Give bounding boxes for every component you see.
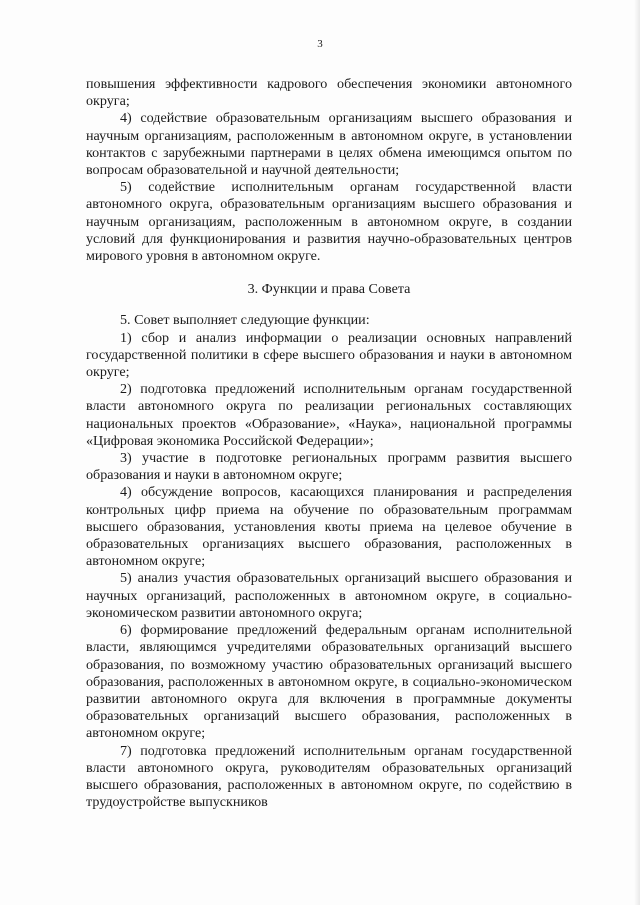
paragraph: повышения эффективности кадрового обеспечения экономики автономного округа; xyxy=(86,76,572,110)
paragraph: 7) подготовка предложений исполнительным органам государственной власти автономного округа, руководителям образовательных организаций высшего образования, расположенных в автономном округе, по содействию в трудоустройстве выпускников xyxy=(86,742,572,811)
paragraph: 2) подготовка предложений исполнительным органам государственной власти автономного округа по реализации региональных составляющих национальных проектов «Образование», «Наука», национальной программы «Цифровая экономика Российской Федерации»; xyxy=(86,381,572,449)
paragraph: 1) сбор и анализ информации о реализации основных направлений государственной политики в сфере высшего образования и науки в автономном округе; xyxy=(86,329,572,381)
paragraph: 5) содействие исполнительным органам государственной власти автономного округа, образовательным организациям высшего образования и научным организациям, расположенным в автономном округе, в создании условий для функционирования и развития научно-образовательных центров мирового уровня в автономном округе. xyxy=(86,179,572,265)
page-number: 3 xyxy=(317,38,323,50)
paragraph: 5) анализ участия образовательных организаций высшего образования и научных организаций, расположенных в автономном округе, в социально-экономическом развитии автономного округа; xyxy=(86,570,572,621)
section-title: 3. Функции и права Совета xyxy=(247,281,411,298)
page-edge xyxy=(634,0,640,905)
document-body xyxy=(86,76,572,811)
paragraph: 3) участие в подготовке региональных программ развития высшего образования и науки в автономном округе; xyxy=(86,450,572,484)
paragraph: 4) содействие образовательным организациям высшего образования и научным организациям, расположенным в автономном округе, в установлении контактов с зарубежными партнерами в целях обмена имеющимся опытом по вопросам образовательной и научной деятельности; xyxy=(86,110,572,179)
paragraph: 5. Совет выполняет следующие функции: xyxy=(120,312,370,329)
paragraph: 6) формирование предложений федеральным органам исполнительной власти, являющимся учредителями образовательных организаций высшего образования, по возможному участию образовательных организаций высшего образования, расположенных в автономном округе, в социально-экономическом развитии автономного округа для включения в программные документы образовательных организаций высшего образования, расположенных в автономном округе; xyxy=(86,622,572,742)
paragraph: 4) обсуждение вопросов, касающихся планирования и распределения контрольных цифр приема на обучение по образовательным программам высшего образования, установления квоты приема на целевое обучение в образовательных организациях высшего образования, расположенных в автономном округе; xyxy=(86,484,572,570)
